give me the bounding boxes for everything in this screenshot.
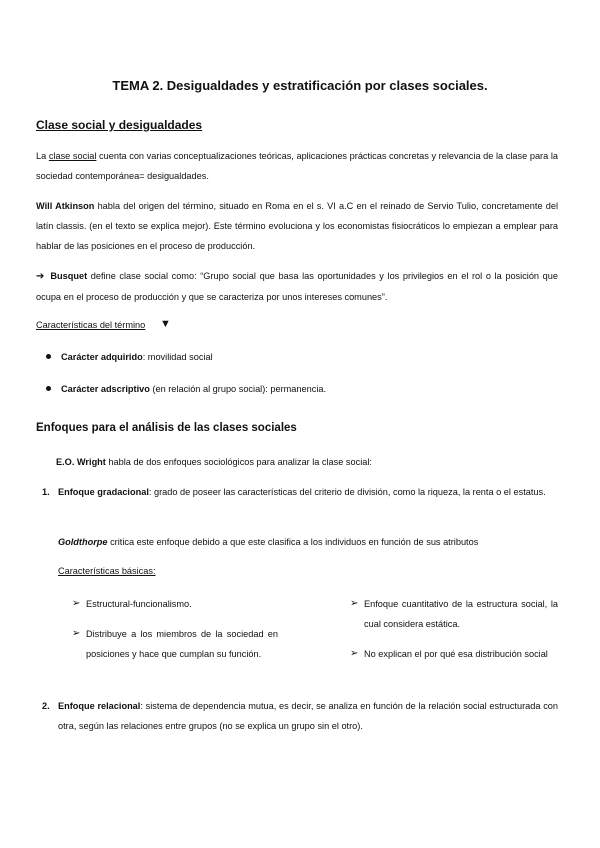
clase-social-term: clase social xyxy=(48,151,97,161)
author-name: E.O. Wright xyxy=(56,457,106,467)
arrowhead-bullet-icon: ➢ xyxy=(72,598,81,609)
text-run: habla de dos enfoques sociológicos para analizar la clase social: xyxy=(105,457,372,467)
text-run: critica este enfoque debido a que este clasifica a los individuos en función de sus atributos xyxy=(107,537,479,547)
characteristics-heading-text: Características del término xyxy=(36,320,146,330)
bullet-text: : movilidad social xyxy=(142,352,213,362)
arrowhead-bullet-icon: ➢ xyxy=(350,648,359,659)
text-run: La xyxy=(36,151,49,161)
author-name: Will Atkinson xyxy=(36,201,95,211)
item-text: : sistema de dependencia mutua, es decir, se analiza en función de la relación social estructurada con otra, según las relaciones entre grupos (no se explica un grupo sin el otro). xyxy=(58,701,559,731)
basic-characteristics-heading: Características básicas: xyxy=(58,566,156,576)
column-item-text: Estructural-funcionalismo. xyxy=(86,599,192,609)
item-number: 2. xyxy=(42,701,50,711)
paragraph-goldthorpe xyxy=(58,532,558,552)
item-text: : grado de poseer las características del criterio de división, como la riqueza, la renta o el estatus. xyxy=(148,487,546,497)
arrowhead-bullet-icon: ➢ xyxy=(350,598,359,609)
text-run: cuenta con varias conceptualizaciones teóricas, aplicaciones prácticas concretas y relevancia de la clase para la sociedad contemporánea= desigualdades. xyxy=(36,151,558,181)
list-item xyxy=(46,379,326,399)
section-heading-enfoques: Enfoques para el análisis de las clases sociales xyxy=(36,422,297,434)
bullet-bold: Carácter adscriptivo xyxy=(61,384,150,394)
author-name: Goldthorpe xyxy=(58,537,108,547)
paragraph-busquet xyxy=(36,266,558,307)
arrowhead-bullet-icon: ➢ xyxy=(72,628,81,639)
bullet-dot-icon xyxy=(46,354,51,359)
numbered-item-gradacional xyxy=(42,482,558,502)
item-bold: Enfoque relacional xyxy=(58,701,141,711)
bullet-dot-icon xyxy=(46,386,51,391)
characteristics-heading xyxy=(36,320,145,330)
list-item xyxy=(72,624,278,684)
section-heading-clase-social: Clase social y desigualdades xyxy=(36,118,203,132)
item-bold: Enfoque gradacional xyxy=(58,487,149,497)
column-item-text: Distribuye a los miembros de la sociedad en posiciones y hace que cumplan su función. xyxy=(86,629,278,659)
list-item xyxy=(350,644,558,684)
text-run: define clase social como: “Grupo social que basa las oportunidades y los privilegios en el rol o la posición que ocupa en el proceso de producción y que se caracteriza por unos intereses comunes”. xyxy=(36,271,558,302)
paragraph-clase-social xyxy=(36,146,558,186)
bullet-bold: Carácter adquirido xyxy=(61,352,143,362)
list-item xyxy=(72,594,278,614)
item-number: 1. xyxy=(42,487,50,497)
triangle-down-icon: ▼ xyxy=(160,318,171,330)
column-item-text: No explican el por qué esa distribución social xyxy=(364,649,548,659)
numbered-item-relacional xyxy=(42,696,558,736)
right-arrow-icon: ➔ xyxy=(36,271,45,282)
bullet-text: (en relación al grupo social): permanencia. xyxy=(149,384,327,394)
text-run: habla del origen del término, situado en Roma en el s. VI a.C en el reinado de Servio Tulio, concretamente del latín classis. (en el texto se explica mejor). Este término evoluciona y los economistas fisiocráticos lo empiezan a emplear para hablar de las posiciones en el proceso de producción. xyxy=(36,201,558,251)
document-title: TEMA 2. Desigualdades y estratificación por clases sociales. xyxy=(112,78,488,93)
list-item xyxy=(46,347,213,367)
author-name: Busquet xyxy=(50,271,88,281)
paragraph-wright xyxy=(56,452,556,472)
paragraph-atkinson xyxy=(36,196,558,256)
column-item-text: Enfoque cuantitativo de la estructura social, la cual considera estática. xyxy=(364,599,558,629)
list-item xyxy=(350,594,558,634)
